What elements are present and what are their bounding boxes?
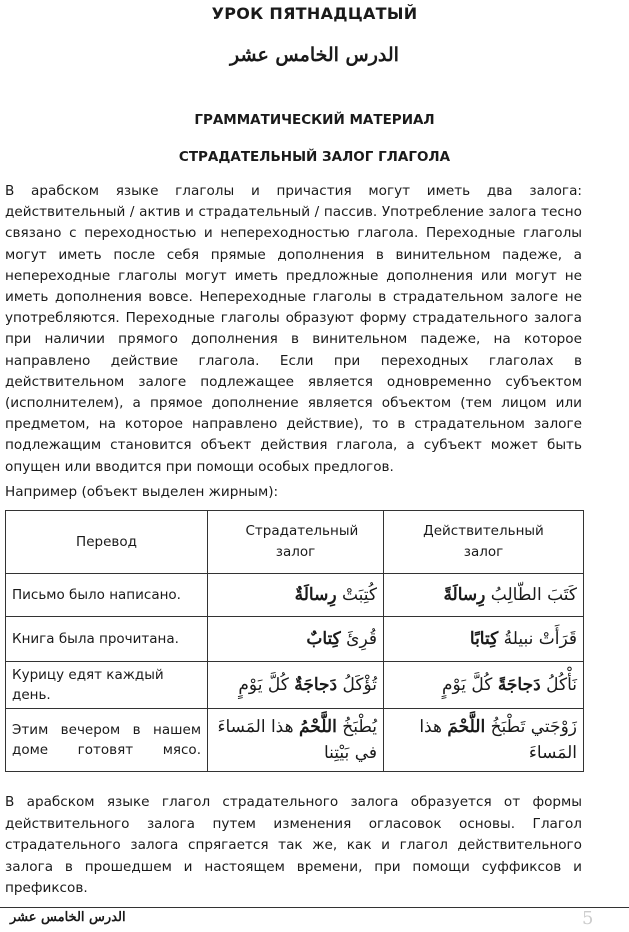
arabic-text: نَأْكُلُ: [540, 675, 577, 695]
arabic-object: كِتابًا: [469, 629, 499, 649]
footer-title-arabic: الدرس الخامس عشر: [10, 910, 126, 925]
arabic-object: دَجاجَةً: [497, 675, 541, 695]
topic-heading: СТРАДАТЕЛЬНЫЙ ЗАЛОГ ГЛАГОЛА: [178, 149, 451, 165]
arabic-text: كَتَبَ الطّالِبُ: [485, 585, 577, 605]
arabic-text: كُتِبَتْ: [336, 585, 377, 605]
outro-paragraph: В арабском языке глагол страдательного залога образуется от формы действительного залога путем изменения огласовок основы. Глагол страдательного залога спрягается так же, как и глагол действительного залога в прошедшем и настоящем времени, при помощи суффиксов и префиксов.: [5, 794, 582, 896]
header-active-label: Действительный залог: [423, 523, 544, 560]
table-row: [6, 662, 584, 709]
arabic-text-rest: كُلَّ يَوْمٍ: [238, 675, 295, 695]
intro-paragraph: В арабском языке глаголы и причастия могут иметь два залога: действительный / актив и страдательный / пассив. Употребление залога тесно связано с переходностью и непереходностью глагола. Переходные глаголы могут иметь после себя прямые дополнения в винительном падеже, а непереходные глаголы могут иметь предложные дополнения или могут не иметь дополнения вовсе. Непереходные глаголы в страдательном залоге не употребляются. Переходные глаголы образуют форму страдательного залога при наличии прямого дополнения в винительном падеже, на которое направлено действие глагола. Если при переходных глаголах в действительном залоге подлежащее является одновременно субъектом (исполнителем), а прямое дополнение является объектом (тем лицом или предметом, на которое направлено действие), то в страдательном залоге подлежащим становится объект действия глагола, а субъект может быть опущен или вводится при помощи особых предлогов.: [5, 183, 582, 475]
arabic-text-rest: هذا المَساءَ في بَيْتِنا: [217, 717, 377, 763]
translation-cell: Курицу едят каждый день.: [6, 662, 208, 709]
arabic-text: يُطْبَخُ: [336, 717, 377, 737]
arabic-object: اللَّحْمَ: [447, 717, 486, 737]
arabic-text: زَوْجَتي تَطْبَخُ: [485, 717, 577, 737]
header-passive: [208, 511, 384, 574]
lesson-title-arabic: الدرس الخامس عشر: [230, 44, 399, 66]
passive-cell: [208, 709, 384, 772]
arabic-text: قُرِئَ: [340, 629, 377, 649]
active-cell: [384, 662, 584, 709]
section-heading: ГРАММАТИЧЕСКИЙ МАТЕРИАЛ: [194, 112, 435, 128]
translation-cell: Письмо было написано.: [6, 574, 208, 617]
table-header-row: [6, 511, 584, 574]
translation-cell: Книга была прочитана.: [6, 617, 208, 662]
active-cell: [384, 574, 584, 617]
arabic-object: كِتابٌ: [306, 629, 341, 649]
arabic-object: اللَّحْمُ: [298, 717, 337, 737]
header-passive-label: Страдательный залог: [245, 523, 359, 560]
table-row: [6, 574, 584, 617]
arabic-object: دَجاجَةٌ: [294, 675, 338, 695]
examples-table: [5, 510, 584, 772]
arabic-text: تُؤْكَلُ: [337, 675, 377, 695]
table-row: [6, 617, 584, 662]
footer-divider: [0, 907, 629, 908]
example-label: Например (объект выделен жирным):: [5, 484, 279, 500]
active-cell: [384, 617, 584, 662]
header-active: [384, 511, 584, 574]
lesson-title: УРОК ПЯТНАДЦАТЫЙ: [211, 4, 418, 23]
passive-cell: [208, 662, 384, 709]
passive-cell: [208, 617, 384, 662]
table-row: [6, 709, 584, 772]
header-translation: Перевод: [6, 511, 208, 574]
arabic-object: رِسالَةً: [443, 585, 486, 605]
translation-cell: [6, 709, 208, 772]
translation-text: Этим вечером в нашем доме готовят мясо.: [12, 722, 201, 758]
active-cell: [384, 709, 584, 772]
passive-cell: [208, 574, 384, 617]
arabic-text-rest: هذا المَساءَ: [419, 717, 577, 763]
page-number: 5: [582, 908, 594, 929]
arabic-text: قَرَأَتْ نبيلةُ: [498, 629, 577, 649]
arabic-object: رِسالَةٌ: [294, 585, 337, 605]
arabic-text-rest: كُلَّ يَوْمٍ: [441, 675, 498, 695]
